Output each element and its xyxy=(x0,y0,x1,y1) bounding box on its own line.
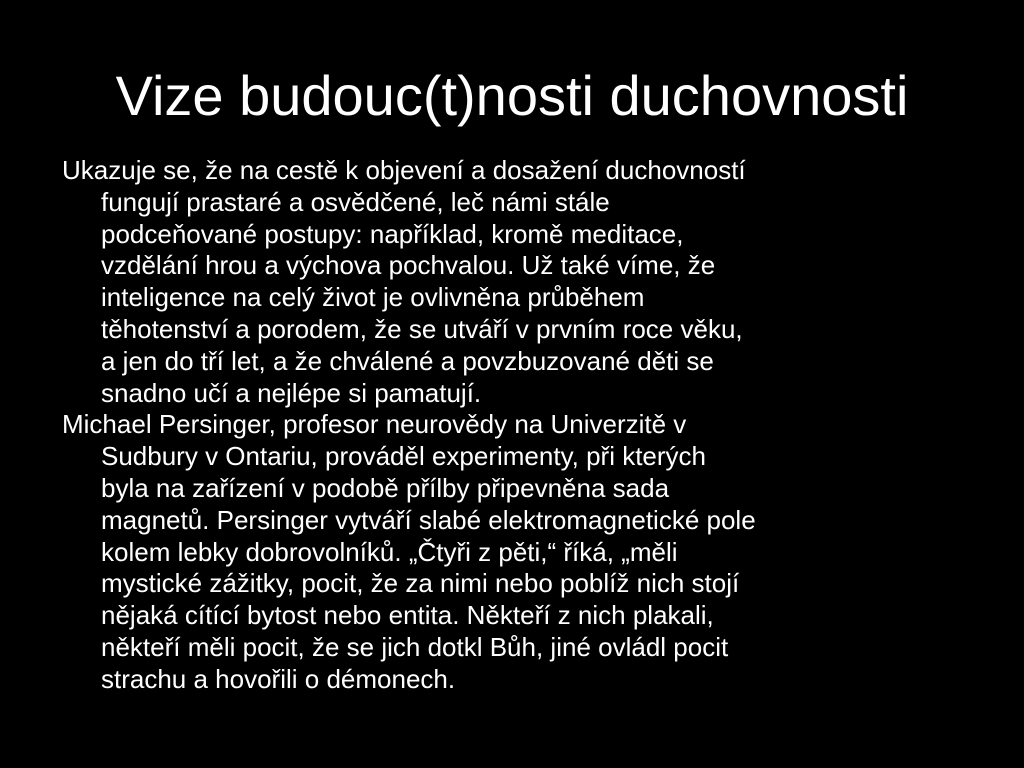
paragraph-line: mystické zážitky, pocit, že za nimi nebo poblíž nich stojí xyxy=(101,568,740,599)
paragraph-line: snadno učí a nejlépe si pamatují. xyxy=(101,377,482,408)
paragraph-line: vzdělání hrou a výchova pochvalou. Už také víme, že xyxy=(101,250,716,281)
slide-title: Vize budouc(t)nosti duchovnosti xyxy=(115,64,909,127)
paragraph-line: strachu a hovořili o démonech. xyxy=(101,663,456,694)
slide-body xyxy=(62,155,982,696)
paragraph-line: nějaká cítící bytost nebo entita. Někteří z nich plakali, xyxy=(101,600,714,631)
paragraph-line: byla na zařízení v podobě přílby připevněna sada xyxy=(101,472,670,503)
paragraph-line: a jen do tří let, a že chválené a povzbuzované děti se xyxy=(101,345,714,376)
paragraph-methods xyxy=(62,155,982,409)
paragraph-line: inteligence na celý život je ovlivněna průběhem xyxy=(101,282,645,313)
paragraph-line: těhotenství a porodem, že se utváří v prvním roce věku, xyxy=(101,313,743,344)
paragraph-persinger xyxy=(62,409,982,695)
paragraph-line: kolem lebky dobrovolníků. „Čtyři z pěti,“ říká, „měli xyxy=(101,536,678,567)
paragraph-line: Ukazuje se, že na cestě k objevení a dosažení duchovností xyxy=(62,155,746,185)
paragraph-line: fungují prastaré a osvědčené, leč námi stále xyxy=(101,186,610,217)
paragraph-line: podceňované postupy: například, kromě meditace, xyxy=(101,218,684,249)
paragraph-line: někteří měli pocit, že se jich dotkl Bůh, jiné ovládl pocit xyxy=(101,631,729,662)
paragraph-line: Michael Persinger, profesor neurovědy na Univerzitě v xyxy=(62,409,687,440)
paragraph-line: magnetů. Persinger vytváří slabé elektromagnetické pole xyxy=(101,504,756,535)
paragraph-line: Sudbury v Ontariu, prováděl experimenty, při kterých xyxy=(101,441,707,472)
